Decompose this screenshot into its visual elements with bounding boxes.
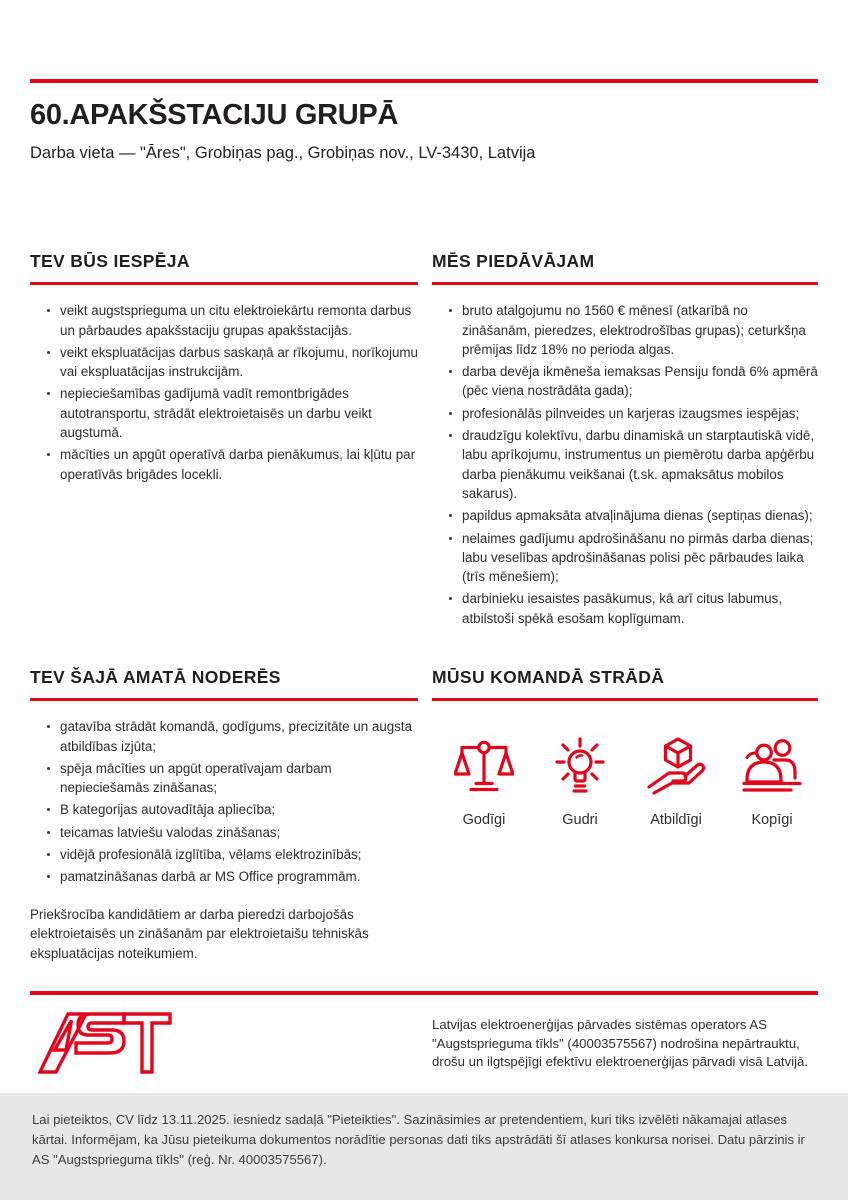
section-offer bbox=[432, 252, 820, 631]
list-item: mācīties un apgūt operatīvā darba pienākumus, lai kļūtu par operatīvās brigādes locekli. bbox=[60, 445, 420, 484]
legal-band bbox=[0, 1093, 848, 1200]
section-title-team: MŪSU KOMANDĀ STRĀDĀ bbox=[432, 667, 665, 687]
list-item: darba devēja ikmēneša iemaksas Pensiju fondā 6% apmērā (pēc viena nostrādāta gada); bbox=[462, 362, 820, 401]
list-item: nepieciešamības gadījumā vadīt remontbrigādes autotransportu, strādāt elektroietaisēs un darbu veikt augstumā. bbox=[60, 384, 420, 442]
footer-accent-rule bbox=[30, 991, 818, 995]
value-label: Atbildīgi bbox=[650, 812, 702, 829]
section-rule bbox=[432, 282, 818, 285]
requirements-note: Priekšrocība kandidātiem ar darba pieredzi darbojošās elektroietaisēs un zināšanām par elektroietaišu tehniskās ekspluatācijas noteikumiem. bbox=[30, 906, 369, 961]
list-item: teicamas latviešu valodas zināšanas; bbox=[60, 823, 420, 842]
section-title-opportunities: TEV BŪS IESPĒJA bbox=[30, 251, 190, 271]
section-opportunities bbox=[30, 252, 420, 487]
list-item: gatavība strādāt komandā, godīgums, precizitāte un augsta atbildības izjūta; bbox=[60, 717, 420, 756]
values-row bbox=[432, 735, 820, 828]
list-item: veikt ekspluatācijas darbus saskaņā ar rīkojumu, norīkojumu vai ekspluatācijas instrukcijām. bbox=[60, 343, 420, 382]
requirements-list bbox=[30, 717, 420, 886]
page-header bbox=[30, 100, 820, 165]
value-item-atbildigi bbox=[628, 735, 724, 828]
value-item-kopigi bbox=[724, 735, 820, 828]
section-title-requirements: TEV ŠAJĀ AMATĀ NODERĒS bbox=[30, 667, 281, 687]
section-rule bbox=[432, 698, 818, 701]
list-item: papildus apmaksāta atvaļinājuma dienas (septiņas dienas); bbox=[462, 506, 820, 525]
list-item: draudzīgu kolektīvu, darbu dinamiskā un starptautiskā vidē, labu aprīkojumu, instrumentus un piemērotu darba apģērbu darba pienākumu veikšanai (t.sk. apmaksātus mobilos sakarus). bbox=[462, 426, 820, 503]
value-label: Gudri bbox=[562, 812, 598, 829]
value-label: Godīgi bbox=[462, 812, 506, 829]
list-item: spēja mācīties un apgūt operatīvajam darbam nepieciešamās zināšanas; bbox=[60, 759, 420, 798]
people-icon bbox=[741, 735, 803, 797]
section-rule bbox=[30, 698, 418, 701]
page-title: 60.APAKŠSTACIJU GRUPĀ bbox=[30, 99, 399, 131]
opportunities-list bbox=[30, 301, 420, 484]
section-requirements bbox=[30, 668, 420, 963]
list-item: profesionālās pilnveides un karjeras izaugsmes iespējas; bbox=[462, 404, 820, 423]
ast-logo bbox=[38, 1012, 188, 1074]
list-item: vidējā profesionālā izglītība, vēlams elektrozinībās; bbox=[60, 845, 420, 864]
value-item-gudri bbox=[532, 735, 628, 828]
section-title-offer: MĒS PIEDĀVĀJAM bbox=[432, 251, 595, 271]
scales-icon bbox=[454, 735, 514, 797]
value-label: Kopīgi bbox=[751, 812, 793, 829]
list-item: nelaimes gadījumu apdrošināšanu no pirmās darba dienas; labu veselības apdrošināšanas polisi pēc pārbaudes laika (trīs mēnešiem); bbox=[462, 529, 820, 587]
list-item: pamatzināšanas darbā ar MS Office programmām. bbox=[60, 867, 420, 886]
list-item: darbinieku iesaistes pasākumus, kā arī citus labumus, atbilstoši spēkā esošam koplīgumam. bbox=[462, 589, 820, 628]
top-accent-rule bbox=[30, 79, 818, 83]
list-item: B kategorijas autovadītāja apliecība; bbox=[60, 800, 420, 819]
section-team-values bbox=[432, 668, 820, 828]
company-description: Latvijas elektroenerģijas pārvades sistēmas operators AS "Augstsprieguma tīkls" (40003575567) nodrošina nepārtrauktu, drošu un ilgtspējīgi efektīvu elektroenerģijas pārvadi visā Latvijā. bbox=[432, 1017, 809, 1070]
legal-text: Lai pieteiktos, CV līdz 13.11.2025. iesniedz sadaļā "Pieteikties". Sazināsimies ar pretendentiem, kuri tiks izvēlēti nākamajai atlases kārtai. Informējam, ka Jūsu pieteikuma dokumentos norādītie personas dati tiks apstrādāti šī atlases konkursa norisei. Datu pārzinis ir AS "Augstsprieguma tīkls" (reģ. Nr. 40003575567). bbox=[32, 1112, 805, 1167]
job-location: Darba vieta — "Āres", Grobiņas pag., Grobiņas nov., LV-3430, Latvija bbox=[30, 144, 536, 163]
lightbulb-icon bbox=[551, 735, 609, 797]
offer-list bbox=[432, 301, 820, 628]
value-item-godigi bbox=[436, 735, 532, 828]
list-item: veikt augstsprieguma un citu elektroiekārtu remonta darbus un pārbaudes apakšstaciju grupas apakšstacijās. bbox=[60, 301, 420, 340]
list-item: bruto atalgojumu no 1560 € mēnesī (atkarībā no zināšanām, pieredzes, elektrodrošības grupas); ceturkšņa prēmijas līdz 18% no perioda algas. bbox=[462, 301, 820, 359]
section-rule bbox=[30, 282, 418, 285]
hand-box-icon bbox=[645, 735, 707, 797]
